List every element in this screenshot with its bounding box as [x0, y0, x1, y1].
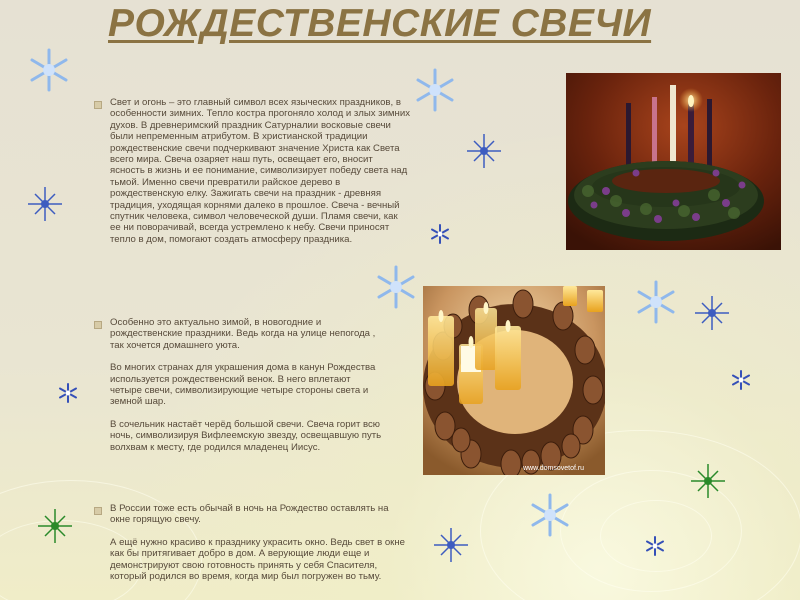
star-sparkle-icon: [466, 133, 502, 169]
paragraph: Особенно это актуально зимой, в новогодние и рождественские праздники. Ведь когда на улице непогода , так хочется домашнего уюта.: [110, 317, 376, 351]
text-block-1: [110, 97, 410, 245]
star-sparkle-icon: [690, 463, 726, 499]
text-block-2: [110, 317, 382, 453]
bullet-marker: [94, 321, 102, 329]
star-sparkle-icon: [37, 508, 73, 544]
paragraph: Во многих странах для украшения дома в канун Рождества используется рождественский венок. В него вплетают четыре свечи, символизирующие четыре стороны света и земной шар.: [110, 362, 376, 408]
pinecone-candle-wreath-photo: [423, 286, 605, 475]
bullet-marker: [94, 101, 102, 109]
snowflake-icon: [373, 264, 419, 310]
snowflake-icon: [430, 224, 450, 244]
paragraph: А ещё нужно красиво к празднику украсить окно. Ведь свет в окне как бы притягивает добро в дом. А верующие люди еще и демонстрируют свою готовность принять у себя Спасителя, который родился во время, когда мир был погружен во тьму.: [110, 536, 406, 583]
text-block-3: [110, 503, 410, 582]
pinecone-wreath-image: [423, 286, 605, 475]
snowflake-icon: [645, 536, 665, 556]
advent-wreath-photo: [566, 73, 781, 250]
bullet-marker: [94, 507, 102, 515]
snowflake-icon: [633, 279, 679, 325]
photo-watermark: www.domsovetof.ru: [523, 465, 585, 472]
star-sparkle-icon: [27, 186, 63, 222]
slide-title: РОЖДЕСТВЕНСКИЕ СВЕЧИ: [108, 2, 652, 45]
snowflake-icon: [58, 383, 78, 403]
snowflake-icon: [527, 492, 573, 538]
paragraph: В России тоже есть обычай в ночь на Рождество оставлять на окне горящую свечу.: [110, 503, 389, 526]
advent-wreath-image: [566, 73, 781, 250]
snowflake-icon: [26, 47, 72, 93]
snowflake-icon: [412, 67, 458, 113]
paragraph: В сочельник настаёт черёд большой свечи. Свеча горит всю ночь, символизируя Вифлеемскую звезду, освещавшую путь волхвам к месту, где родился младенец Иисус.: [110, 418, 382, 453]
star-sparkle-icon: [694, 295, 730, 331]
star-sparkle-icon: [433, 527, 469, 563]
paragraph: Свет и огонь – это главный символ всех языческих праздников, в особенности зимних. Тепло костра прогоняло холод и злых зимних духов. В древнеримский праздник Сатурналии восковые свечи были непременным атрибутом. В христианской традиции рождественские свечи подчеркивают значение Христа как Света всего мира. Свеча озаряет наш путь, освещает его, вносит ясность в жизнь и ее понимание, символизирует победу света над тьмой. Именно свечи превратили райское дерево в рождественскую елку. Зажигать свечи на праздник - древняя традиция, уходящая корнями далеко в прошлое. Свеча - вечный спутник человека, символ человеческой души. Пламя свечи, как ее ни поворачивай, всегда устремлено к небу. Свечи приносят тепло в дом, помогают создать атмосферу праздника.: [110, 97, 410, 245]
snowflake-icon: [731, 370, 751, 390]
